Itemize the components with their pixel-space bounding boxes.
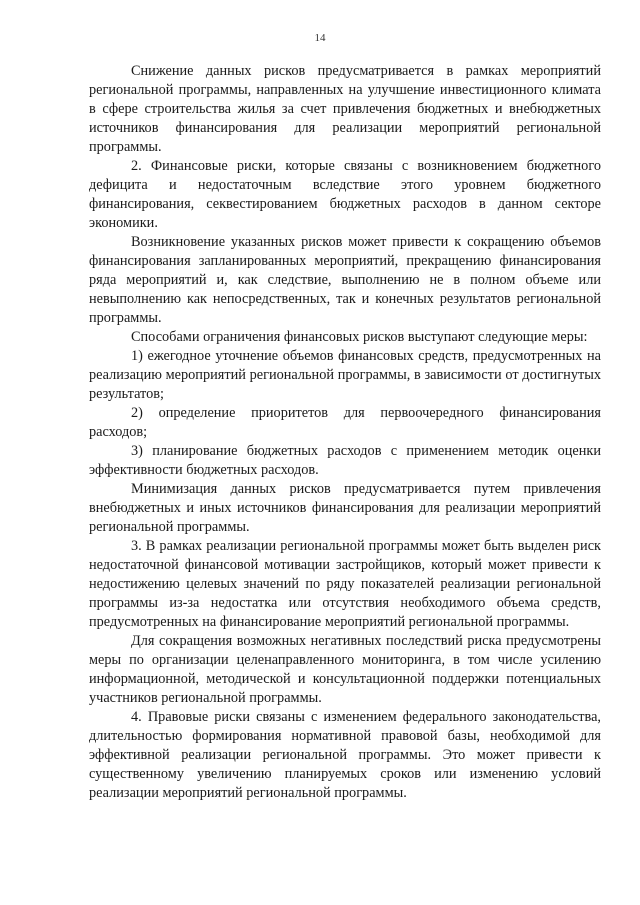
paragraph-risk-consequences: Возникновение указанных рисков может привести к сокращению объемов финансирования запланированных мероприятий, прекращению финансирования ряда мероприятий и, как следствие, выполнению не в полном объеме или невыполнению как непосредственных, так и конечных результатов региональной программы.	[89, 234, 601, 326]
paragraph-limitation-methods: Способами ограничения финансовых рисков выступают следующие меры:	[131, 329, 588, 345]
paragraph-financial-risks: 2. Финансовые риски, которые связаны с возникновением бюджетного дефицита и недостаточным вследствие этого уровнем бюджетного финансирования, секвестированием бюджетных расходов в данном секторе экономики.	[89, 158, 601, 231]
list-item-priorities: 2) определение приоритетов для первоочередного финансирования расходов;	[89, 405, 601, 440]
list-item-budget-planning: 3) планирование бюджетных расходов с применением методик оценки эффективности бюджетных расходов.	[89, 443, 601, 478]
paragraph-minimization: Минимизация данных рисков предусматривается путем привлечения внебюджетных и иных источников финансирования для реализации мероприятий региональной программы.	[89, 481, 601, 535]
list-item-annual-clarification: 1) ежегодное уточнение объемов финансовых средств, предусмотренных на реализацию мероприятий региональной программы, в зависимости от достигнутых результатов;	[89, 348, 601, 402]
page-number: 14	[314, 32, 326, 44]
paragraph-monitoring-measures: Для сокращения возможных негативных последствий риска предусмотрены меры по организации целенаправленного мониторинга, в том числе усилению информационной, методической и консультационной поддержки потенциальных участников региональной программы.	[89, 633, 601, 706]
paragraph-legal-risks: 4. Правовые риски связаны с изменением федерального законодательства, длительностью формирования нормативной правовой базы, необходимой для эффективной реализации региональной программы. Это может привести к существенному увеличению планируемых сроков или изменению условий реализации мероприятий региональной программы.	[89, 709, 601, 801]
paragraph-developer-motivation-risk: 3. В рамках реализации региональной программы может быть выделен риск недостаточной финансовой мотивации застройщиков, который может привести к недостижению целевых значений по ряду показателей реализации региональной программы из-за недостатка или отсутствия необходимого объема средств, предусмотренных на финансирование мероприятий региональной программы.	[89, 538, 601, 630]
document-body	[89, 62, 601, 803]
paragraph-risk-reduction: Снижение данных рисков предусматривается в рамках мероприятий региональной программы, направленных на улучшение инвестиционного климата в сфере строительства жилья за счет привлечения бюджетных и внебюджетных источников финансирования для реализации мероприятий региональной программы.	[89, 63, 601, 155]
